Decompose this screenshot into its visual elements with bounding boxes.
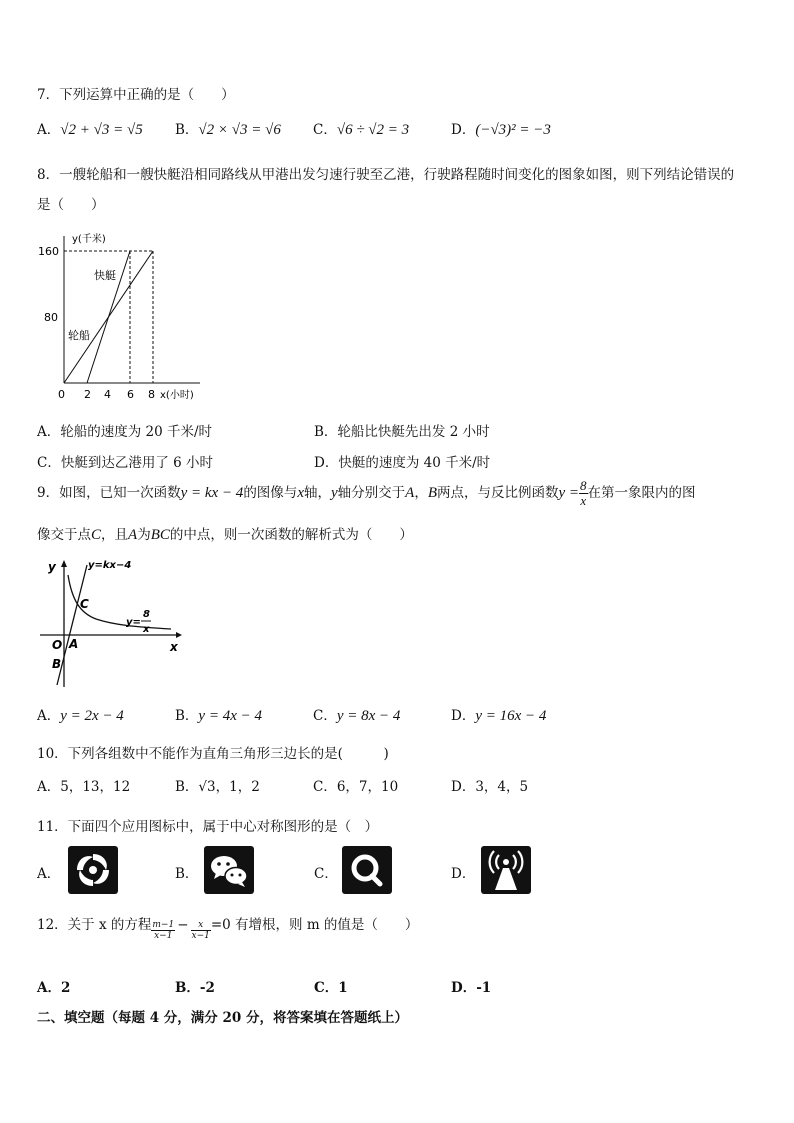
text: 像交于点	[37, 527, 91, 543]
q9-option-b	[175, 704, 262, 725]
x-axis-label: x(小时)	[160, 390, 194, 401]
text: 轴分别交于	[337, 485, 406, 501]
point-c: C	[91, 527, 102, 543]
wechat-icon	[204, 846, 254, 894]
text: 9．如图，已知一次函数	[37, 485, 181, 501]
minus-sign: −	[177, 917, 189, 933]
q10-option-a: A．5，13，12	[37, 779, 131, 795]
option-label: B．	[175, 779, 199, 795]
search-q-icon	[342, 846, 392, 894]
y-tick-160: 160	[38, 245, 59, 258]
inverse-function-lhs: y =	[558, 485, 580, 501]
x-tick-2: 2	[84, 388, 91, 401]
q10-option-d: D．3，4，5	[451, 779, 529, 795]
q7-option-d	[451, 118, 551, 139]
speedboat-label: 快艇	[94, 269, 116, 282]
q9-option-d	[451, 704, 546, 725]
q8-stem-line1: 8．一艘轮船和一艘快艇沿相同路线从甲港出发匀速行驶至乙港，行驶路程随时间变化的图象如图，则下列结论错误的	[37, 167, 735, 183]
q8-stem-line2: 是（ ）	[37, 197, 105, 213]
option-expression: √2 + √3 = √5	[60, 122, 143, 138]
label-a: A	[69, 637, 79, 651]
option-label: A．	[37, 708, 61, 724]
q9-option-c	[313, 704, 400, 725]
option-label: A．	[37, 122, 61, 138]
point-b: B	[427, 485, 437, 501]
x-axis-arrow	[176, 632, 182, 638]
inverse-function-fraction	[579, 479, 588, 508]
q12-option-d: D．-1	[451, 980, 492, 996]
fraction-1	[151, 920, 175, 941]
option-expression: √3，1，2	[198, 779, 260, 795]
y-axis-arrow	[61, 560, 67, 567]
label-c: C	[80, 597, 89, 611]
linear-function-line	[57, 565, 87, 685]
section-2-title: 二、填空题（每题 4 分，满分 20 分，将答案填在答题纸上）	[37, 1010, 408, 1026]
option-expression: √6 ÷ √2 = 3	[336, 122, 410, 138]
text: ，且	[101, 527, 129, 543]
q9-stem-line1	[37, 478, 696, 508]
text: 两点，与反比例函数	[437, 485, 559, 501]
text: 的中点，则一次函数的解析式为（ ）	[169, 527, 413, 543]
label-curve-lhs: y=	[126, 617, 141, 628]
label-o: O	[52, 638, 63, 652]
text: 在第一象限内的图	[587, 485, 696, 501]
fraction-2	[191, 920, 211, 941]
q7-stem: 7．下列运算中正确的是（ ）	[37, 87, 235, 103]
text: ，	[414, 485, 428, 501]
option-expression: y = 2x − 4	[60, 708, 124, 724]
numerator: x	[191, 920, 211, 931]
numerator: 8	[580, 478, 587, 493]
x-tick-0: 0	[58, 388, 65, 401]
y-axis-label: y(千米)	[72, 234, 106, 245]
point-a: A	[405, 485, 415, 501]
label-linear-function: y=kx−4	[88, 560, 132, 571]
label-b: B	[52, 657, 62, 671]
point-a: A	[128, 527, 138, 543]
linear-function: y = kx − 4	[180, 485, 244, 501]
x-tick-6: 6	[127, 388, 134, 401]
q11-option-d-label: D．	[451, 866, 476, 882]
q11-option-b-label: B．	[175, 866, 199, 882]
q8-option-c: C．快艇到达乙港用了 6 小时	[37, 455, 214, 471]
denominator: x−1	[191, 931, 210, 941]
option-label: B．	[175, 122, 199, 138]
var-x: x	[297, 485, 304, 501]
q9-stem-line2	[37, 523, 413, 544]
option-label: B．	[175, 708, 199, 724]
q11-option-a-label: A．	[37, 866, 61, 882]
q8-option-a: A．轮船的速度为 20 千米/时	[37, 424, 213, 440]
text: 12．关于 x 的方程	[37, 917, 152, 933]
option-expression: y = 8x − 4	[336, 708, 401, 724]
q8-option-b: B．轮船比快艇先出发 2 小时	[314, 424, 490, 440]
q12-option-b: B．-2	[175, 980, 215, 996]
option-expression: √2 × √3 = √6	[198, 122, 281, 138]
denominator: x	[580, 493, 587, 508]
text: 的图像与	[243, 485, 298, 501]
label-x: x	[170, 640, 178, 654]
q8-distance-time-graph	[30, 228, 220, 406]
denominator: x−1	[154, 931, 173, 941]
var-y: y	[330, 485, 338, 501]
wechat-icon-graphic	[204, 846, 254, 894]
text: 轴，	[303, 485, 331, 501]
option-label: C．	[313, 708, 337, 724]
segment-bc: BC	[150, 527, 170, 543]
q9-option-a	[37, 704, 124, 725]
option-label: D．	[451, 708, 476, 724]
q8-option-d: D．快艇的速度为 40 千米/时	[314, 455, 491, 471]
option-label: C．	[313, 122, 337, 138]
ship-label: 轮船	[68, 329, 90, 342]
signal-tower-icon-graphic	[481, 846, 531, 894]
q10-option-b	[175, 775, 260, 795]
q12-option-c: C．1	[314, 980, 348, 996]
option-expression: y = 16x − 4	[475, 708, 547, 724]
q10-stem: 10．下列各组数中不能作为直角三角形三边长的是( )	[37, 746, 389, 762]
text: =0 有增根，则 m 的值是（ ）	[210, 917, 419, 933]
numerator: m−1	[152, 920, 175, 930]
pinwheel-icon	[68, 846, 118, 894]
q12-option-a: A．2	[37, 980, 71, 996]
q9-function-graph	[36, 555, 186, 690]
q11-stem: 11．下面四个应用图标中，属于中心对称图形的是（ ）	[37, 819, 379, 835]
label-curve-num: 8	[143, 609, 150, 620]
option-expression: y = 4x − 4	[198, 708, 262, 724]
q7-option-a	[37, 118, 143, 139]
pinwheel-icon-graphic	[68, 846, 118, 894]
signal-tower-icon	[481, 846, 531, 894]
x-tick-4: 4	[104, 388, 111, 401]
search-q-icon-graphic	[342, 846, 392, 894]
x-tick-8: 8	[148, 388, 155, 401]
q11-option-c-label: C．	[314, 866, 338, 882]
q7-option-b	[175, 118, 281, 139]
y-tick-80: 80	[44, 311, 58, 324]
label-y: y	[48, 560, 56, 574]
option-expression: (−√3)² = −3	[475, 122, 551, 138]
label-curve-den: x	[143, 624, 150, 635]
option-label: D．	[451, 122, 476, 138]
q10-option-c: C．6，7，10	[313, 779, 399, 795]
text: 为	[137, 527, 151, 543]
q7-option-c	[313, 118, 409, 139]
q12-stem	[37, 910, 418, 941]
